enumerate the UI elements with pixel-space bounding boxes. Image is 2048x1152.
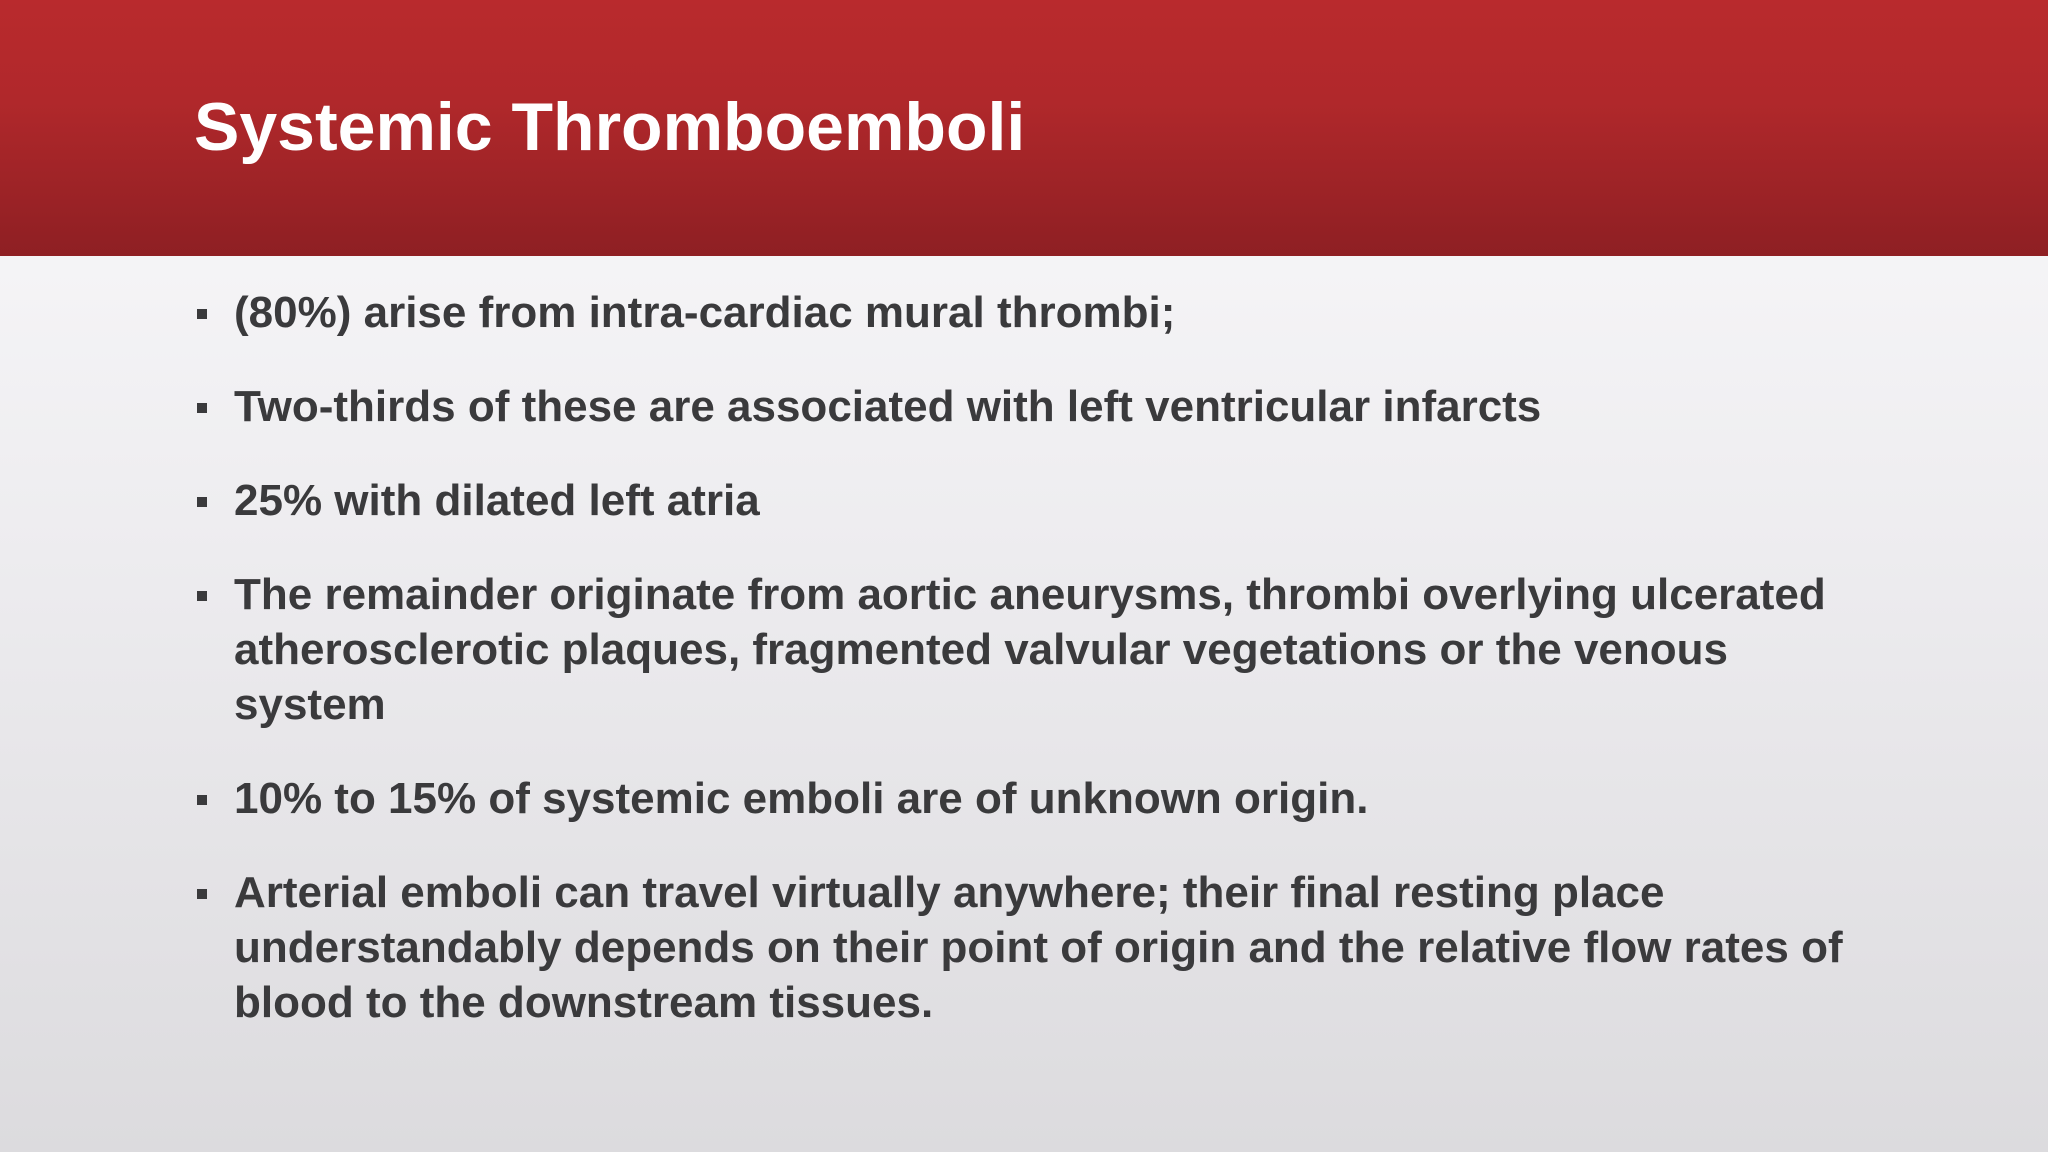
bullet-list — [194, 285, 1874, 1069]
bullet-text: Arterial emboli can travel virtually anywhere; their final resting place understandably depends on their point of origin and the relative flow rates of blood to the downstream tissues. — [234, 868, 1843, 1027]
bullet-item — [194, 865, 1874, 1030]
bullet-text: 10% to 15% of systemic emboli are of unknown origin. — [234, 774, 1369, 823]
square-bullet-icon — [197, 497, 207, 507]
bullet-text: 25% with dilated left atria — [234, 476, 760, 525]
square-bullet-icon — [197, 403, 207, 413]
square-bullet-icon — [197, 591, 207, 601]
bullet-item — [194, 473, 1874, 528]
square-bullet-icon — [197, 309, 207, 319]
square-bullet-icon — [197, 889, 207, 899]
bullet-text: (80%) arise from intra-cardiac mural thrombi; — [234, 288, 1176, 337]
slide-title: Systemic Thromboemboli — [194, 89, 1026, 165]
square-bullet-icon — [197, 795, 207, 805]
bullet-item — [194, 567, 1874, 732]
bullet-text: The remainder originate from aortic aneurysms, thrombi overlying ulcerated atherosclerotic plaques, fragmented valvular vegetations or the venous system — [234, 570, 1826, 729]
bullet-item — [194, 285, 1874, 340]
bullet-item — [194, 379, 1874, 434]
title-bar — [0, 0, 2048, 256]
bullet-text: Two-thirds of these are associated with left ventricular infarcts — [234, 382, 1542, 431]
bullet-item — [194, 771, 1874, 826]
